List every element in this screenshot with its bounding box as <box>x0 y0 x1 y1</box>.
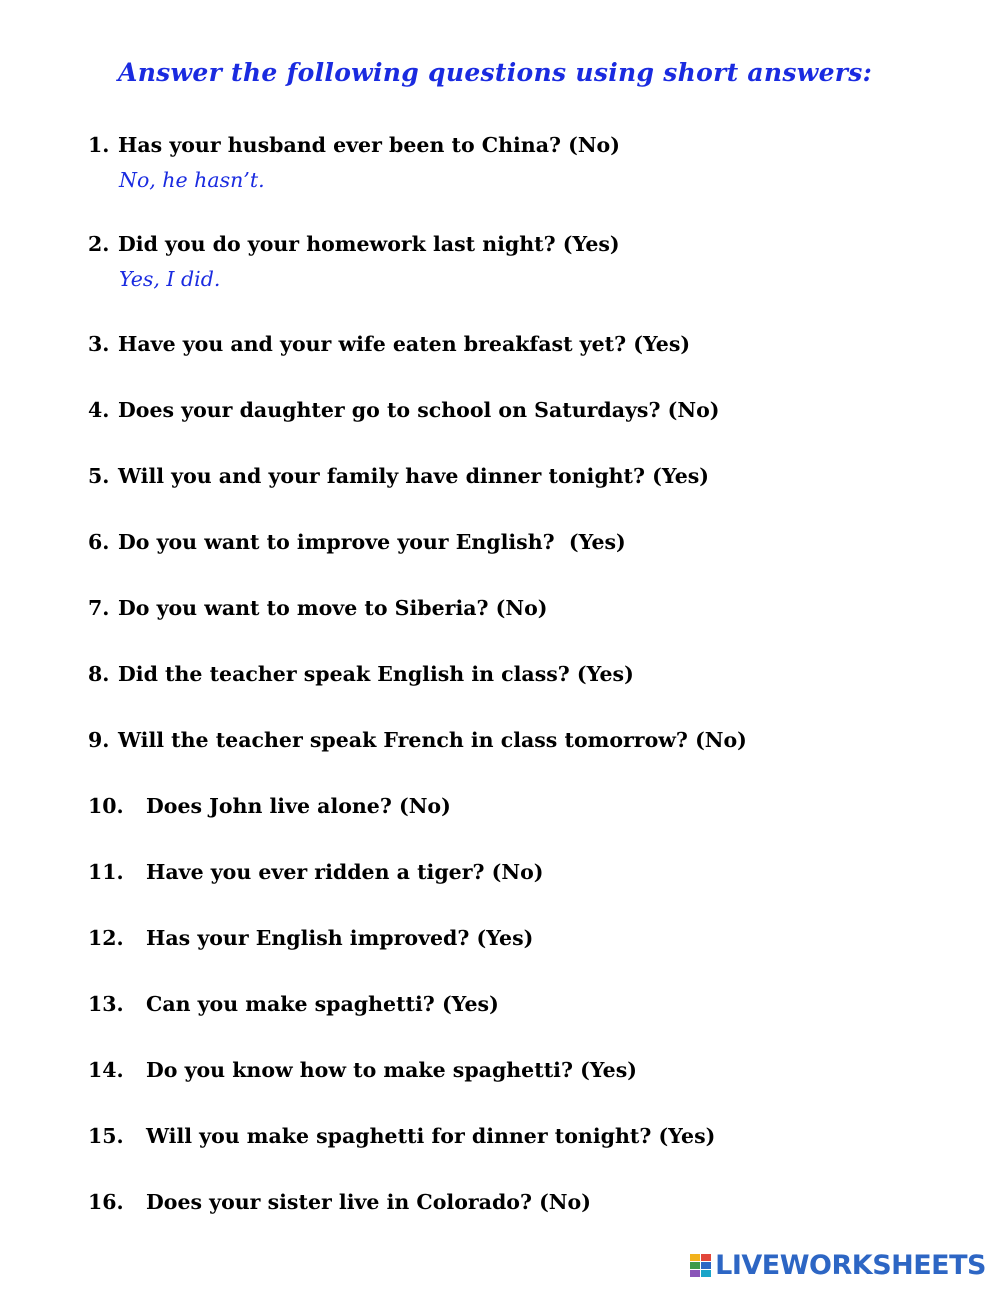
answer-text: Yes, I did. <box>119 267 221 291</box>
question-text: Has your husband ever been to China? (No) <box>118 133 620 157</box>
question-text: Does your sister live in Colorado? (No) <box>146 1190 591 1214</box>
question-text: Will you make spaghetti for dinner tonight? (Yes) <box>146 1124 716 1148</box>
question-number: 4. <box>88 398 110 422</box>
question-item <box>88 595 547 621</box>
logo-text: LIVEWORKSHEETS <box>715 1250 986 1281</box>
question-number: 8. <box>88 662 110 686</box>
question-text: Will you and your family have dinner tonight? (Yes) <box>118 464 710 488</box>
question-text: Does your daughter go to school on Saturdays? (No) <box>118 398 720 422</box>
question-text: Do you want to improve your English? (Yes) <box>118 530 626 554</box>
question-text: Do you know how to make spaghetti? (Yes) <box>146 1058 637 1082</box>
question-text: Have you and your wife eaten breakfast yet? (Yes) <box>118 332 691 356</box>
question-text: Has your English improved? (Yes) <box>146 926 534 950</box>
question-number: 14. <box>88 1058 124 1082</box>
question-text: Have you ever ridden a tiger? (No) <box>146 860 544 884</box>
question-text: Does John live alone? (No) <box>146 794 451 818</box>
question-item <box>88 463 709 489</box>
question-item <box>88 1123 715 1149</box>
question-number: 7. <box>88 596 110 620</box>
liveworksheets-logo <box>690 1251 986 1281</box>
question-number: 3. <box>88 332 110 356</box>
answer-text: No, he hasn’t. <box>119 168 265 192</box>
question-item <box>88 925 533 951</box>
question-item <box>88 1057 637 1083</box>
liveworksheets-logo-icon <box>690 1254 712 1278</box>
question-item <box>88 132 620 158</box>
question-item <box>88 231 620 257</box>
question-number: 16. <box>88 1190 124 1214</box>
question-number: 13. <box>88 992 124 1016</box>
question-item <box>88 727 747 753</box>
question-text: Will the teacher speak French in class tomorrow? (No) <box>118 728 747 752</box>
question-number: 12. <box>88 926 124 950</box>
question-number: 1. <box>88 133 110 157</box>
question-item <box>88 397 719 423</box>
question-text: Can you make spaghetti? (Yes) <box>146 992 499 1016</box>
question-number: 10. <box>88 794 124 818</box>
question-text: Did the teacher speak English in class? (Yes) <box>118 662 634 686</box>
question-item <box>88 1189 591 1215</box>
question-item <box>88 661 634 687</box>
question-item <box>88 859 543 885</box>
question-text: Do you want to move to Siberia? (No) <box>118 596 548 620</box>
question-text: Did you do your homework last night? (Yes) <box>118 232 620 256</box>
question-number: 2. <box>88 232 110 256</box>
question-number: 6. <box>88 530 110 554</box>
question-number: 11. <box>88 860 124 884</box>
question-item <box>88 529 626 555</box>
question-item <box>88 793 451 819</box>
worksheet-title: Answer the following questions using short answers: <box>118 58 873 87</box>
question-number: 15. <box>88 1124 124 1148</box>
question-number: 9. <box>88 728 110 752</box>
question-number: 5. <box>88 464 110 488</box>
question-item <box>88 991 499 1017</box>
question-item <box>88 331 690 357</box>
